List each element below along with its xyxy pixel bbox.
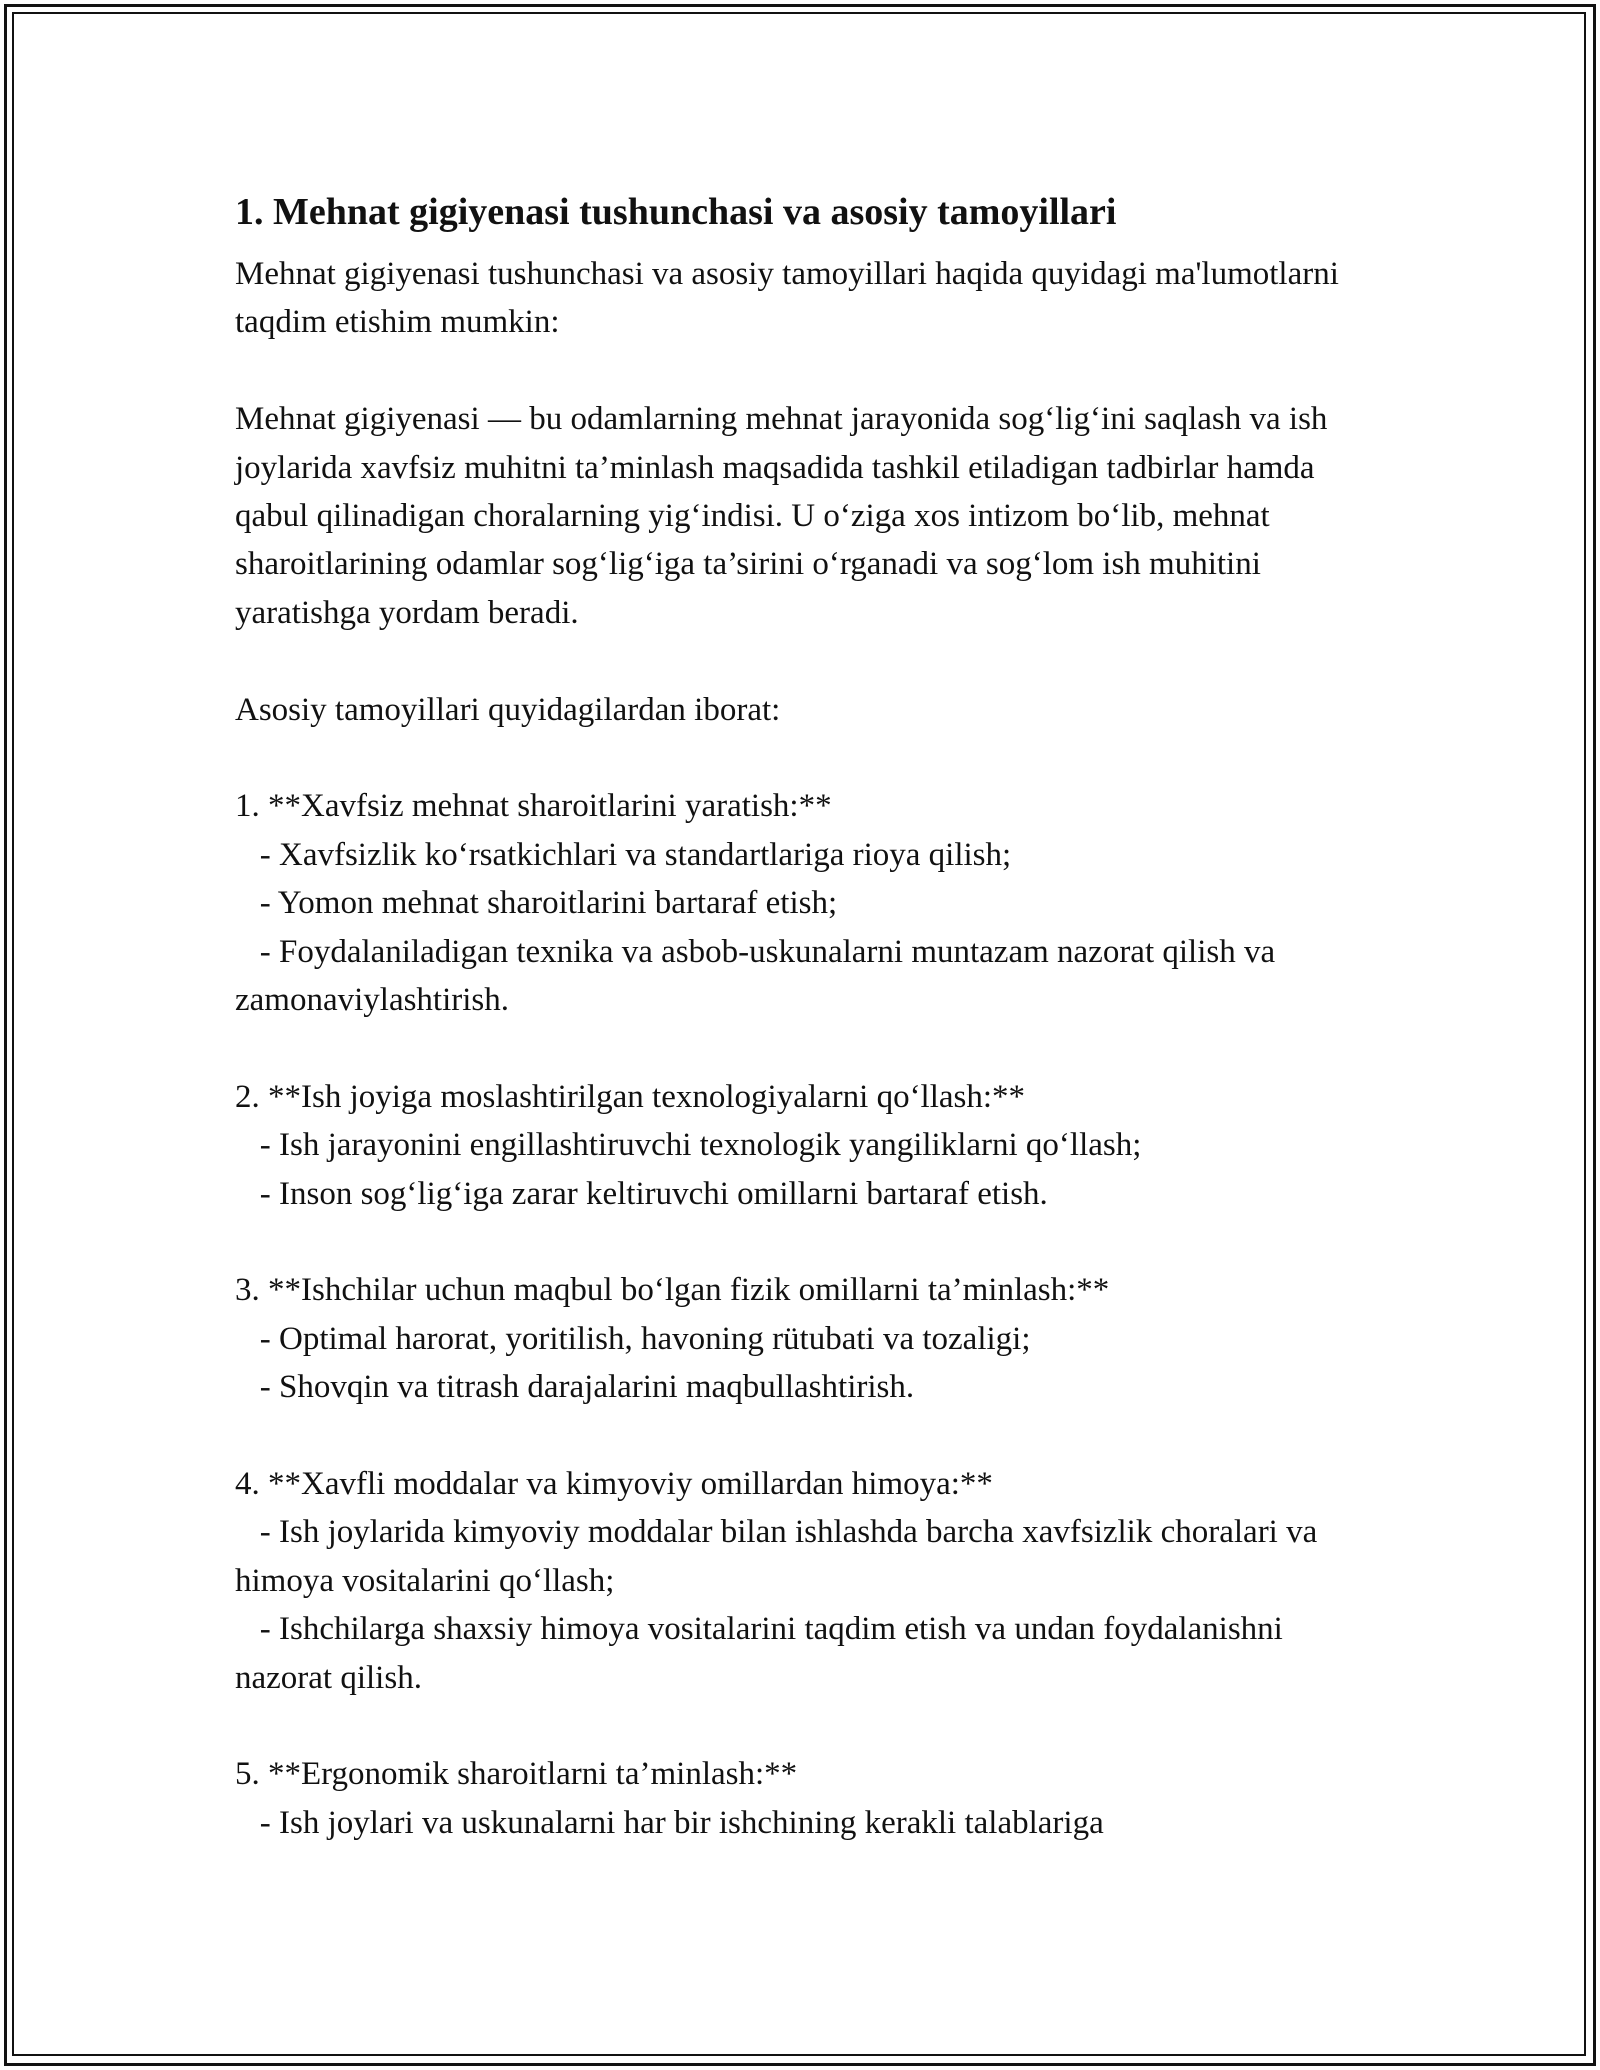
principle-item: - Shovqin va titrash darajalarini maqbullashtirish. [235, 1369, 915, 1406]
principle-heading: 5. **Ergonomik sharoitlarni ta’minlash:** [235, 1756, 798, 1793]
intro-paragraph: Mehnat gigiyenasi tushunchasi va asosiy tamoyillari haqida quyidagi ma'lumotlarni taqdim etishim mumkin: [235, 256, 1339, 341]
principle-heading: 2. **Ish joyiga moslashtirilgan texnologiyalarni qo‘llash:** [235, 1078, 1026, 1115]
principle-section [235, 1750, 1385, 1847]
principle-heading: 3. **Ishchilar uchun maqbul bo‘lgan fizik omillarni ta’minlash:** [235, 1272, 1110, 1309]
principle-item: - Yomon mehnat sharoitlarini bartaraf etish; [235, 885, 838, 922]
principle-item: - Inson sog‘lig‘iga zarar keltiruvchi omillarni bartaraf etish. [235, 1175, 1048, 1212]
principle-item: - Foydalaniladigan texnika va asbob-uskunalarni muntazam nazorat qilish va zamonaviylashtirish. [235, 933, 1284, 1019]
principle-item: - Ish jarayonini engillashtiruvchi texnologik yangiliklarni qo‘llash; [235, 1127, 1142, 1164]
principle-heading: 1. **Xavfsiz mehnat sharoitlarini yaratish:** [235, 788, 832, 825]
principle-item: - Optimal harorat, yoritilish, havoning rütubati va tozaligi; [235, 1320, 1031, 1357]
principle-section [235, 782, 1385, 1024]
principle-item: - Ish joylarida kimyoviy moddalar bilan ishlashda barcha xavfsizlik choralari va himoya vositalarini qo‘llash; [235, 1514, 1326, 1599]
definition-paragraph: Mehnat gigiyenasi — bu odamlarning mehnat jarayonida sog‘lig‘ini saqlash va ish joylarida xavfsiz muhitni ta’minlash maqsadida tashkil etiladigan tadbirlar hamda qabul qilinadigan choralarning yig‘indisi. U o‘ziga xos intizom bo‘lib, mehnat sharoitlarining odamlar sog‘lig‘iga ta’sirini o‘rganadi va sog‘lom ish muhitini yaratishga yordam beradi. [235, 401, 1328, 631]
document-page [235, 184, 1385, 1847]
principles-intro: Asosiy tamoyillari quyidagilardan iborat: [235, 691, 781, 728]
principles-list [235, 782, 1385, 1847]
principle-item: - Xavfsizlik ko‘rsatkichlari va standartlariga rioya qilish; [235, 836, 1012, 873]
principle-item: - Ish joylari va uskunalarni har bir ishchining kerakli talablariga [235, 1804, 1104, 1841]
principle-heading: 4. **Xavfli moddalar va kimyoviy omillardan himoya:** [235, 1466, 993, 1503]
principle-section [235, 1266, 1385, 1411]
principle-item: - Ishchilarga shaxsiy himoya vositalarini taqdim etish va undan foydalanishni nazorat qilish. [235, 1611, 1292, 1696]
principle-section [235, 1073, 1385, 1218]
principle-section [235, 1460, 1385, 1702]
document-title: 1. Mehnat gigiyenasi tushunchasi va asosiy tamoyillari [235, 191, 1117, 233]
